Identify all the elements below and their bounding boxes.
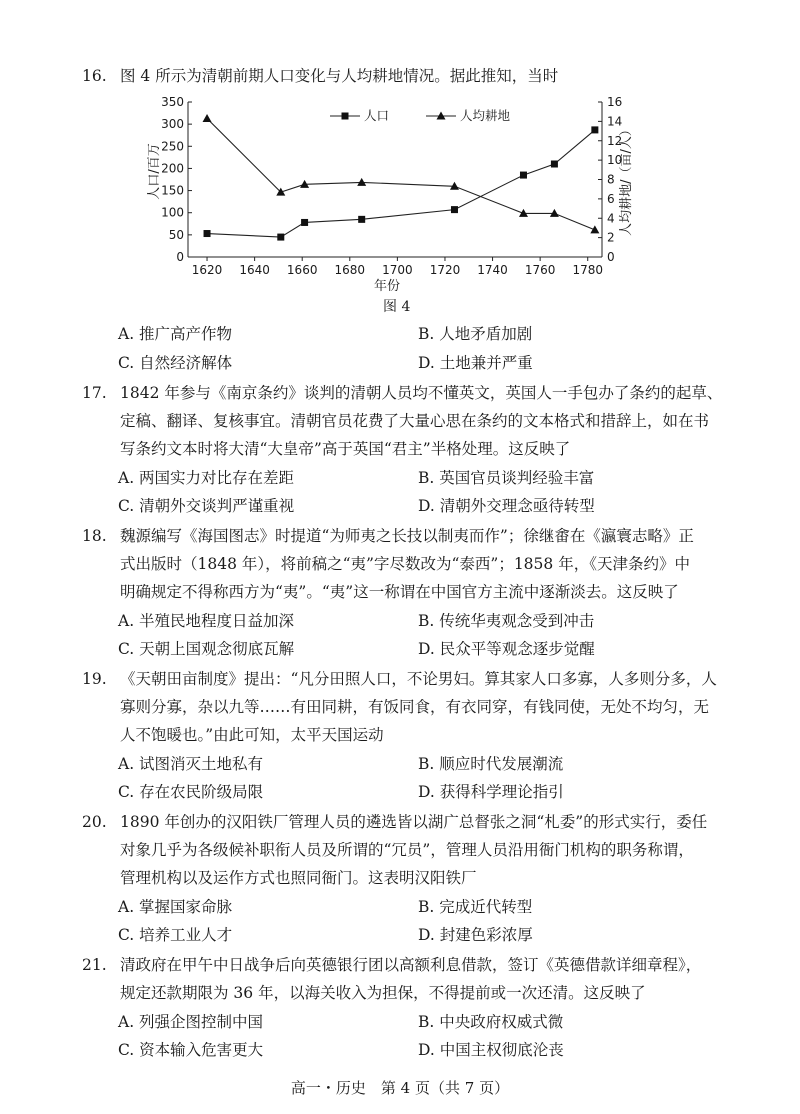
population-line bbox=[207, 130, 595, 237]
legend-square-marker bbox=[342, 113, 349, 120]
figure-caption: 图 4 bbox=[383, 299, 411, 315]
q16-option-c: C. 自然经济解体 bbox=[118, 354, 233, 372]
q18-stem-line: 明确规定不得称西方为“夷”。“夷”这一称谓在中国官方主流中逐渐淡去。这反映了 bbox=[120, 583, 679, 601]
q21-option-a: A. 列强企图控制中国 bbox=[118, 1013, 264, 1031]
q21-option-b: B. 中央政府权威式微 bbox=[418, 1013, 564, 1031]
q17-option-b: B. 英国官员谈判经验丰富 bbox=[418, 469, 595, 487]
right-tick-label: 12 bbox=[607, 133, 623, 148]
x-tick-label: 1620 bbox=[191, 263, 223, 277]
population-farmland-chart bbox=[140, 92, 634, 297]
q20-stem-line: 对象几乎为各级候补职衔人员及所谓的“冗员”，管理人员沿用衙门机构的职务称谓， bbox=[120, 841, 694, 859]
population-point bbox=[301, 219, 308, 226]
left-tick-label: 100 bbox=[161, 205, 184, 220]
q18-option-d: D. 民众平等观念逐步觉醒 bbox=[418, 640, 595, 658]
q17-option-a: A. 两国实力对比存在差距 bbox=[118, 469, 295, 487]
farmland-point bbox=[357, 178, 366, 186]
q17-option-d: D. 清朝外交理念亟待转型 bbox=[418, 497, 595, 515]
x-tick-label: 1740 bbox=[477, 263, 508, 277]
q19-option-a: A. 试图消灭土地私有 bbox=[118, 755, 264, 773]
q18-stem-line: 式出版时（1848 年），将前稿之“夷”字尽数改为“泰西”；1858 年，《天津条约》中 bbox=[120, 555, 690, 573]
q21-stem-line: 清政府在甲午中日战争后向英德银行团以高额利息借款，签订《英德借款详细章程》， bbox=[120, 956, 702, 974]
q16-option-d: D. 土地兼并严重 bbox=[418, 354, 533, 372]
left-tick-label: 0 bbox=[176, 250, 184, 264]
population-point bbox=[204, 230, 211, 237]
q20-stem-line: 管理机构以及运作方式也照同衙门。这表明汉阳铁厂 bbox=[120, 869, 477, 887]
q17-stem-line: 定稿、翻译、复核事宜。清朝官员花费了大量心思在条约的文本格式和措辞上，如在书 bbox=[120, 412, 710, 430]
q20-stem-line: 1890 年创办的汉阳铁厂管理人员的遴选皆以湖广总督张之洞“札委”的形式实行，委任 bbox=[120, 813, 708, 831]
q21-number: 21. bbox=[82, 956, 107, 974]
q21-stem-line: 规定还款期限为 36 年，以海关收入为担保，不得提前或一次还清。这反映了 bbox=[120, 984, 646, 1002]
legend-label: 人口 bbox=[364, 108, 390, 123]
right-tick-label: 6 bbox=[607, 191, 615, 206]
q19-option-d: D. 获得科学理论指引 bbox=[418, 783, 564, 801]
q16-stem: 图 4 所示为清朝前期人口变化与人均耕地情况。据此推知，当时 bbox=[120, 67, 559, 85]
q21-option-d: D. 中国主权彻底沦丧 bbox=[418, 1041, 564, 1059]
q18-number: 18. bbox=[82, 527, 107, 545]
x-tick-label: 1660 bbox=[286, 263, 318, 277]
right-axis-label: 人均耕地/（亩/人） bbox=[619, 123, 634, 236]
right-tick-label: 4 bbox=[607, 211, 615, 226]
legend-label: 人均耕地 bbox=[460, 108, 511, 123]
q20-option-d: D. 封建色彩浓厚 bbox=[418, 926, 533, 944]
q20-option-a: A. 掌握国家命脉 bbox=[118, 898, 233, 916]
x-tick-label: 1780 bbox=[572, 263, 603, 277]
q16-option-a: A. 推广高产作物 bbox=[118, 325, 233, 343]
farmland-point bbox=[203, 114, 212, 122]
q20-option-b: B. 完成近代转型 bbox=[418, 898, 533, 916]
farmland-line bbox=[207, 118, 595, 229]
left-axis-label: 人口/百万 bbox=[147, 143, 162, 200]
q18-option-c: C. 天朝上国观念彻底瓦解 bbox=[118, 640, 295, 658]
x-tick-label: 1760 bbox=[524, 263, 556, 277]
q19-number: 19. bbox=[82, 670, 107, 688]
q17-stem-line: 写条约文本时将大清“大皇帝”高于英国“君主”半格处理。这反映了 bbox=[120, 440, 571, 458]
q21-option-c: C. 资本输入危害更大 bbox=[118, 1041, 264, 1059]
x-tick-label: 1680 bbox=[334, 263, 366, 277]
q19-stem-line: 《天朝田亩制度》提出：“凡分田照人口，不论男妇。算其家人口多寡，人多则分多，人 bbox=[120, 670, 717, 688]
x-axis-label: 年份 bbox=[373, 279, 401, 294]
q17-stem-line: 1842 年参与《南京条约》谈判的清朝人员均不懂英文，英国人一手包办了条约的起草、 bbox=[120, 384, 723, 402]
farmland-point bbox=[590, 225, 599, 233]
right-tick-label: 0 bbox=[607, 250, 615, 264]
q17-option-c: C. 清朝外交谈判严谨重视 bbox=[118, 497, 295, 515]
x-tick-label: 1720 bbox=[429, 263, 461, 277]
x-tick-label: 1700 bbox=[382, 263, 413, 277]
q18-option-b: B. 传统华夷观念受到冲击 bbox=[418, 612, 595, 630]
left-tick-label: 50 bbox=[168, 227, 184, 242]
left-tick-label: 250 bbox=[161, 139, 184, 154]
q19-option-b: B. 顺应时代发展潮流 bbox=[418, 755, 564, 773]
population-point bbox=[277, 234, 284, 241]
q16-option-b: B. 人地矛盾加剧 bbox=[418, 325, 533, 343]
page-footer: 高一・历史 第 4 页（共 7 页） bbox=[290, 1079, 510, 1097]
population-point bbox=[451, 206, 458, 213]
population-point bbox=[551, 161, 558, 168]
q19-stem-line: 寡则分寡，杂以九等……有田同耕，有饭同食，有衣同穿，有钱同使，无处不均匀，无 bbox=[120, 698, 710, 716]
x-tick-label: 1640 bbox=[239, 263, 270, 277]
population-point bbox=[591, 126, 598, 133]
q20-number: 20. bbox=[82, 813, 107, 831]
right-tick-label: 10 bbox=[607, 153, 623, 168]
population-point bbox=[520, 172, 527, 179]
q17-number: 17. bbox=[82, 384, 107, 402]
q20-option-c: C. 培养工业人才 bbox=[118, 926, 233, 944]
q16-number: 16. bbox=[82, 67, 107, 85]
left-tick-label: 300 bbox=[161, 117, 184, 132]
right-tick-label: 2 bbox=[607, 230, 615, 245]
right-tick-label: 16 bbox=[607, 95, 623, 109]
q18-stem-line: 魏源编写《海国图志》时提道“为师夷之长技以制夷而作”；徐继畬在《瀛寰志略》正 bbox=[120, 527, 694, 545]
left-tick-label: 350 bbox=[161, 95, 184, 109]
left-tick-label: 150 bbox=[161, 183, 184, 198]
q19-option-c: C. 存在农民阶级局限 bbox=[118, 783, 264, 801]
right-tick-label: 8 bbox=[607, 172, 615, 187]
q19-stem-line: 人不饱暖也。”由此可知，太平天国运动 bbox=[120, 726, 384, 744]
left-tick-label: 200 bbox=[161, 161, 184, 176]
right-tick-label: 14 bbox=[607, 114, 623, 129]
q18-option-a: A. 半殖民地程度日益加深 bbox=[118, 612, 295, 630]
population-point bbox=[358, 216, 365, 223]
